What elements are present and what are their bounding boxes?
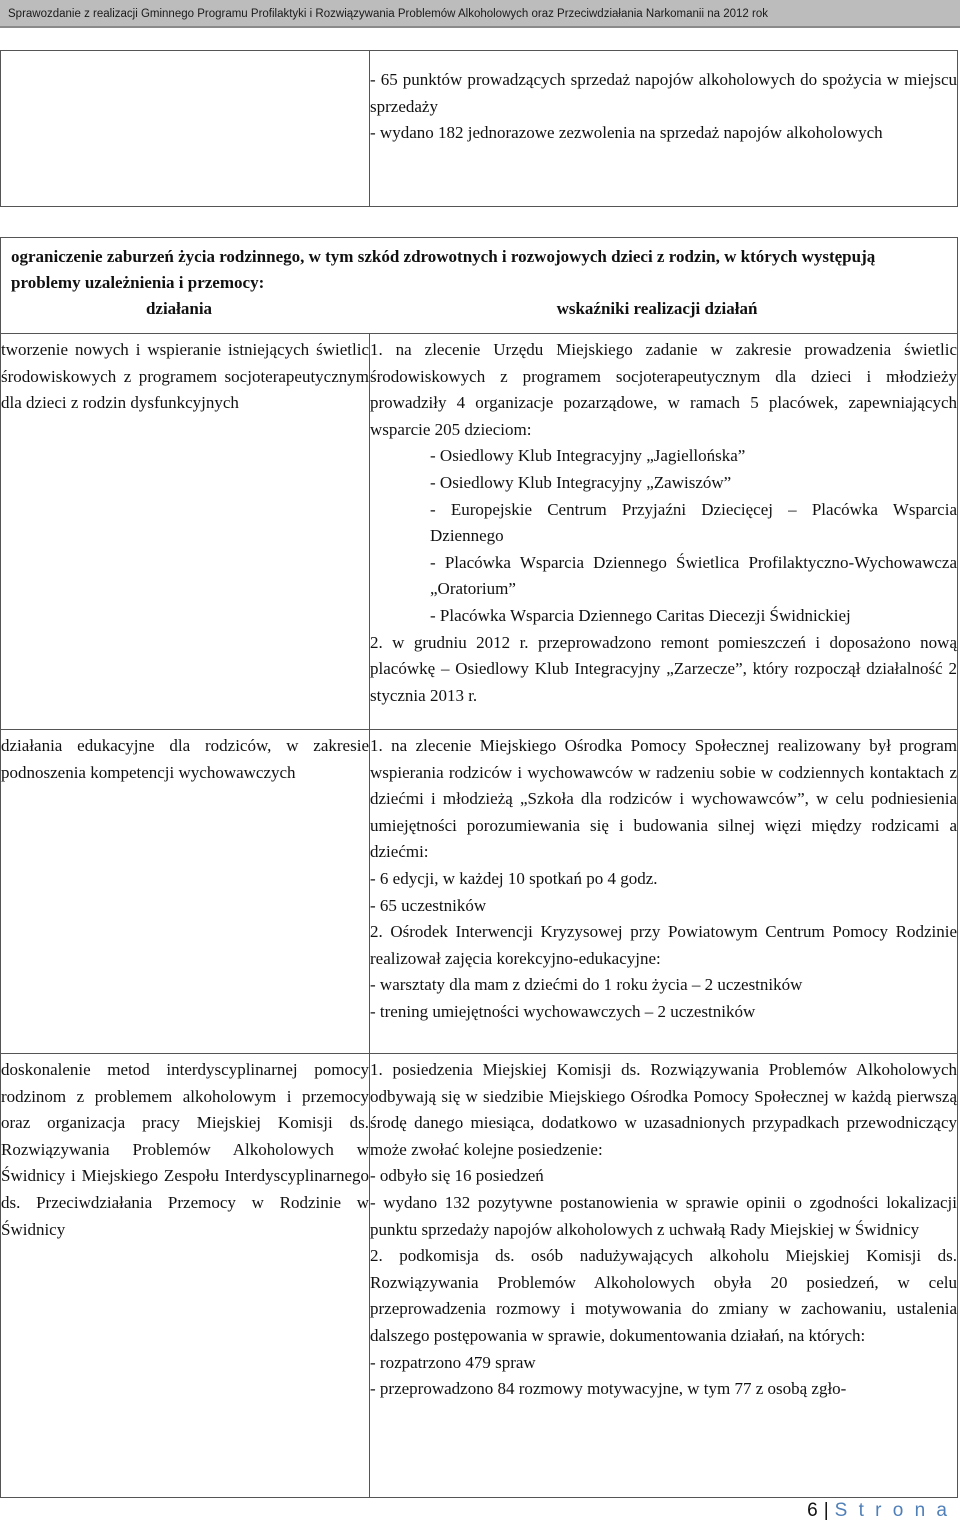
top-continuation-table xyxy=(0,50,958,207)
top-indicator-cell xyxy=(370,51,958,207)
indicator-line: - warsztaty dla mam z dziećmi do 1 roku życia – 2 uczestników xyxy=(370,975,803,995)
indicator-line: - trening umiejętności wychowawczych – 2 uczestników xyxy=(370,1001,756,1021)
col-header-indicators: wskaźniki realizacji działań xyxy=(556,299,758,318)
indicator-line: 2. podkomisja ds. osób nadużywających alkoholu Miejskiej Komisji ds. Rozwiązywania Problemów Alkoholowych obyła 20 posiedzeń, w celu przeprowadzenia rozmowy i motywowania do zmiany w zachowaniu, ustalenia dalszego postępowania w sprawie, dokumentowania działań, na których: xyxy=(370,1246,957,1345)
indicator-cell xyxy=(370,334,958,730)
action-text: tworzenie nowych i wspieranie istniejących świetlic środowiskowych z programem socjoterapeutycznym dla dzieci z rodzin dysfunkcyjnych xyxy=(1,340,369,413)
footer-separator: | xyxy=(823,1500,829,1521)
section-header-cell xyxy=(1,238,958,334)
indicator-line: - Osiedlowy Klub Integracyjny „Zawiszów” xyxy=(430,472,732,492)
top-line-1: - 65 punktów prowadzących sprzedaż napojów alkoholowych do spożycia w miejscu sprzedaży xyxy=(370,70,957,116)
indicator-line: 1. posiedzenia Miejskiej Komisji ds. Rozwiązywania Problemów Alkoholowych odbywają się w siedzibie Miejskiego Ośrodka Pomocy Społecznej w każdą pierwszą środę danego miesiąca, dodatkowo w uzasadnionych przypadkach przewodniczący może zwołać kolejne posiedzenie: xyxy=(370,1060,957,1159)
col-header-actions: działania xyxy=(145,299,213,318)
indicator-line: - Europejskie Centrum Przyjaźni Dziecięcej – Placówka Wsparcia Dziennego xyxy=(430,499,957,546)
table-row xyxy=(1,730,958,1054)
page-number: 6 xyxy=(807,1500,818,1521)
indicator-line: - 65 uczestników xyxy=(370,895,487,915)
document-header-title: Sprawozdanie z realizacji Gminnego Programu Profilaktyki i Rozwiązywania Problemów Alkoholowych oraz Przeciwdziałania Narkomanii na 2012 rok xyxy=(8,8,768,20)
table-row xyxy=(1,1054,958,1498)
indicator-line: - odbyło się 16 posiedzeń xyxy=(370,1166,544,1186)
indicator-line: - Osiedlowy Klub Integracyjny „Jagiellońska” xyxy=(430,446,746,466)
top-line-2: - wydano 182 jednorazowe zezwolenia na sprzedaż napojów alkoholowych xyxy=(370,123,883,143)
indicator-line: - 6 edycji, w każdej 10 spotkań po 4 godz. xyxy=(370,868,658,888)
section-title: ograniczenie zaburzeń życia rodzinnego, w tym szkód zdrowotnych i rozwojowych dzieci z rodzin, w których występują problemy uzależnienia i przemocy: xyxy=(11,247,876,292)
document-header xyxy=(0,0,960,28)
indicator-line: - przeprowadzono 84 rozmowy motywacyjne, w tym 77 z osobą zgło- xyxy=(370,1379,847,1399)
indicator-cell xyxy=(370,730,958,1054)
action-cell xyxy=(1,730,370,1054)
indicator-line: - rozpatrzono 479 spraw xyxy=(370,1352,536,1372)
indicator-cell xyxy=(370,1054,958,1498)
indicator-line: 1. na zlecenie Urzędu Miejskiego zadanie w zakresie prowadzenia świetlic środowiskowych z programem socjoterapeutycznym dla dzieci i młodzieży prowadziły 4 organizacje pozarządowe, w ramach 5 placówek, zapewniających wsparcie 205 dzieciom: xyxy=(370,340,957,439)
page-footer xyxy=(807,1500,950,1522)
column-headers xyxy=(1,296,957,322)
page-word: S t r o n a xyxy=(834,1500,950,1521)
action-cell xyxy=(1,334,370,730)
indicator-line: - Placówka Wsparcia Dziennego Caritas Diecezji Świdnickiej xyxy=(430,605,851,625)
indicator-line: - wydano 132 pozytywne postanowienia w sprawie opinii o zgodności lokalizacji punktu sprzedaży napojów alkoholowych z uchwałą Rady Miejskiej w Świdnicy xyxy=(370,1192,957,1239)
indicator-line: 1. na zlecenie Miejskiego Ośrodka Pomocy Społecznej realizowany był program wspierania rodziców i wychowawców w radzeniu sobie w codziennych kontaktach z dziećmi i młodzieżą „Szkoła dla rodziców i wychowawców”, w celu podniesienia umiejętności porozumiewania się i budowania silnej więzi między rodzicami a dziećmi: xyxy=(370,736,957,862)
indicator-line: - Placówka Wsparcia Dziennego Świetlica Profilaktyczno-Wychowawcza „Oratorium” xyxy=(430,552,957,599)
section-table xyxy=(0,237,958,1498)
action-text: działania edukacyjne dla rodziców, w zakresie podnoszenia kompetencji wychowawczych xyxy=(1,736,369,782)
table-row xyxy=(1,334,958,730)
action-text: doskonalenie metod interdyscyplinarnej pomocy rodzinom z problemem alkoholowym i przemocy oraz organizacja pracy Miejskiej Komisji ds. Rozwiązywania Problemów Alkoholowych w Świdnicy i Miejskiego Zespołu Interdyscyplinarnego ds. Przeciwdziałania Przemocy w Rodzinie w Świdnicy xyxy=(1,1060,369,1239)
top-empty-cell xyxy=(1,51,370,207)
indicator-line: 2. Ośrodek Interwencji Kryzysowej przy Powiatowym Centrum Pomocy Rodzinie realizował zajęcia korekcyjno-edukacyjne: xyxy=(370,922,957,968)
indicator-line: 2. w grudniu 2012 r. przeprowadzono remont pomieszczeń i doposażono nową placówkę – Osiedlowy Klub Integracyjny „Zarzecze”, który rozpoczął działalność 2 stycznia 2013 r. xyxy=(370,632,957,705)
action-cell xyxy=(1,1054,370,1498)
